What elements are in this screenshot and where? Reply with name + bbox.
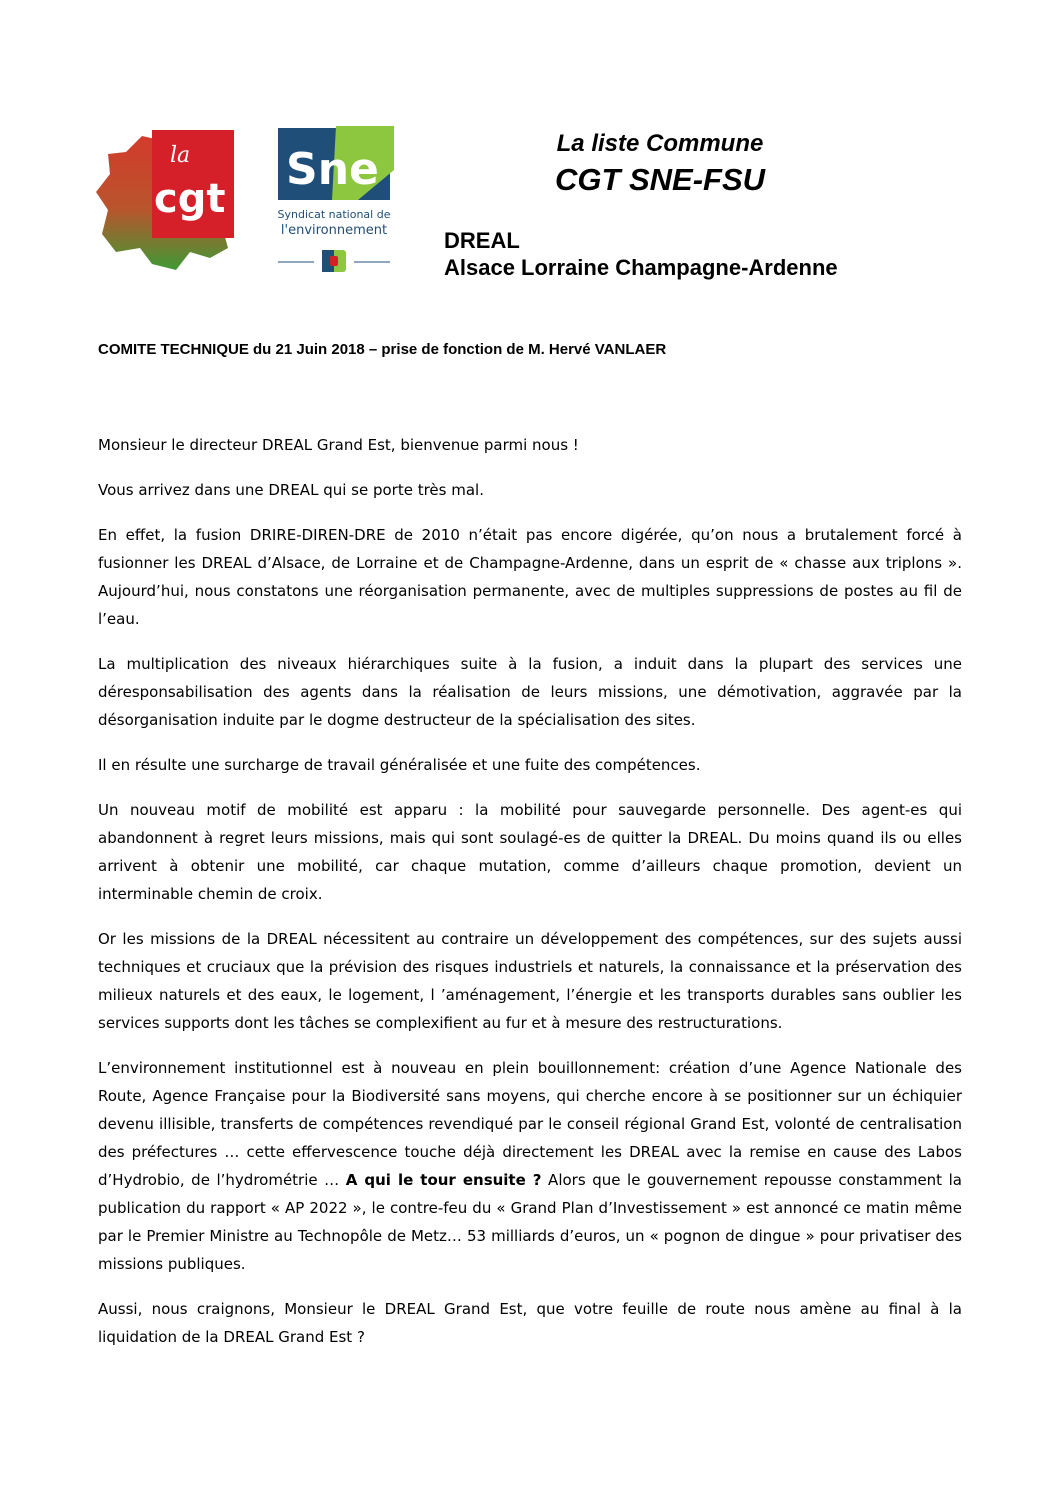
paragraph-2: Vous arrivez dans une DREAL qui se porte très mal. <box>98 481 484 499</box>
sne-logo-line1: Syndicat national de <box>277 208 391 221</box>
header-line-4: Alsace Lorraine Champagne-Ardenne <box>444 255 838 280</box>
paragraph-9: Aussi, nous craignons, Monsieur le DREAL Grand Est, que votre feuille de route nous amène au final à la liquidation de la DREAL Grand Est ? <box>98 1300 962 1346</box>
paragraph-8-part-a: L’environnement institutionnel est à nouveau en plein bouillonnement: création d’une Agence Nationale des Route, Agence Française pour la Biodiversité sans moyens, qui cherche encore à se positionner sur un échiquier devenu illisible, transferts de compétences revendiqué par le conseil régional Grand Est, volonté de centralisation des préfectures … cette effervescence touche déjà directement les DREAL avec la remise en cause des Labos d’Hydrobio, de l’hydrométrie … <box>98 1059 962 1189</box>
paragraph-6: Un nouveau motif de mobilité est apparu : la mobilité pour sauvegarde personnelle. Des agent-es qui abandonnent à regret leurs missions, mais qui sont soulagé-es de quitter la DREAL. Du moins quand ils ou elles arrivent à obtenir une mobilité, car chaque mutation, comme d’ailleurs chaque promotion, devient un interminable chemin de croix. <box>98 801 962 903</box>
fsu-mark-icon <box>322 250 346 272</box>
paragraph-3: En effet, la fusion DRIRE-DIREN-DRE de 2010 n’était pas encore digérée, qu’on nous a brutalement forcé à fusionner les DREAL d’Alsace, de Lorraine et de Champagne-Ardenne, dans un esprit de « chasse aux triplons ». Aujourd’hui, nous constatons une réorganisation permanente, avec de multiples suppressions de postes au fil de l’eau. <box>98 526 962 628</box>
letter-body <box>98 431 962 1368</box>
cgt-logo <box>94 126 240 272</box>
header-line-1: La liste Commune <box>556 130 764 157</box>
header-line-2: CGT SNE-FSU <box>554 162 766 197</box>
paragraph-8 <box>98 1054 962 1278</box>
paragraph-8-emphasis: A qui le tour ensuite ? <box>345 1171 542 1189</box>
sne-logo-line2: l'environnement <box>280 223 388 238</box>
paragraph-7: Or les missions de la DREAL nécessitent au contraire un développement des compétences, sur des sujets aussi techniques et cruciaux que la prévision des risques industriels et naturels, la connaissance et la préservation des milieux naturels et des eaux, le logement, l ’aménagement, l’énergie et les transports durables sans oublier les services supports dont les tâches se complexifient au fur et à mesure des restructurations. <box>98 930 962 1032</box>
subject-line: COMITE TECHNIQUE du 21 Juin 2018 – prise de fonction de M. Hervé VANLAER <box>98 341 667 358</box>
sne-logo <box>276 126 394 276</box>
paragraph-5: Il en résulte une surcharge de travail généralisée et une fuite des compétences. <box>98 756 701 774</box>
cgt-logo-line2: cgt <box>154 176 226 222</box>
sne-logo-mark: Sne <box>286 144 379 195</box>
paragraph-8-part-c: Alors que le gouvernement repousse constamment la publication du rapport « AP 2022 », le contre-feu du « Grand Plan d’Investissement » est annoncé ce matin même par le Premier Ministre au Technopôle de Metz… 53 milliards d’euros, un « pognon de dingue » pour privatiser des missions publiques. <box>98 1171 962 1273</box>
cgt-logo-line1: la <box>170 143 191 168</box>
paragraph-1: Monsieur le directeur DREAL Grand Est, bienvenue parmi nous ! <box>98 436 579 454</box>
paragraph-4: La multiplication des niveaux hiérarchiques suite à la fusion, a induit dans la plupart des services une déresponsabilisation des agents dans la réalisation de leurs missions, une démotivation, aggravée par la désorganisation induite par le dogme destructeur de la spécialisation des sites. <box>98 655 962 729</box>
header-line-3: DREAL <box>444 228 520 253</box>
